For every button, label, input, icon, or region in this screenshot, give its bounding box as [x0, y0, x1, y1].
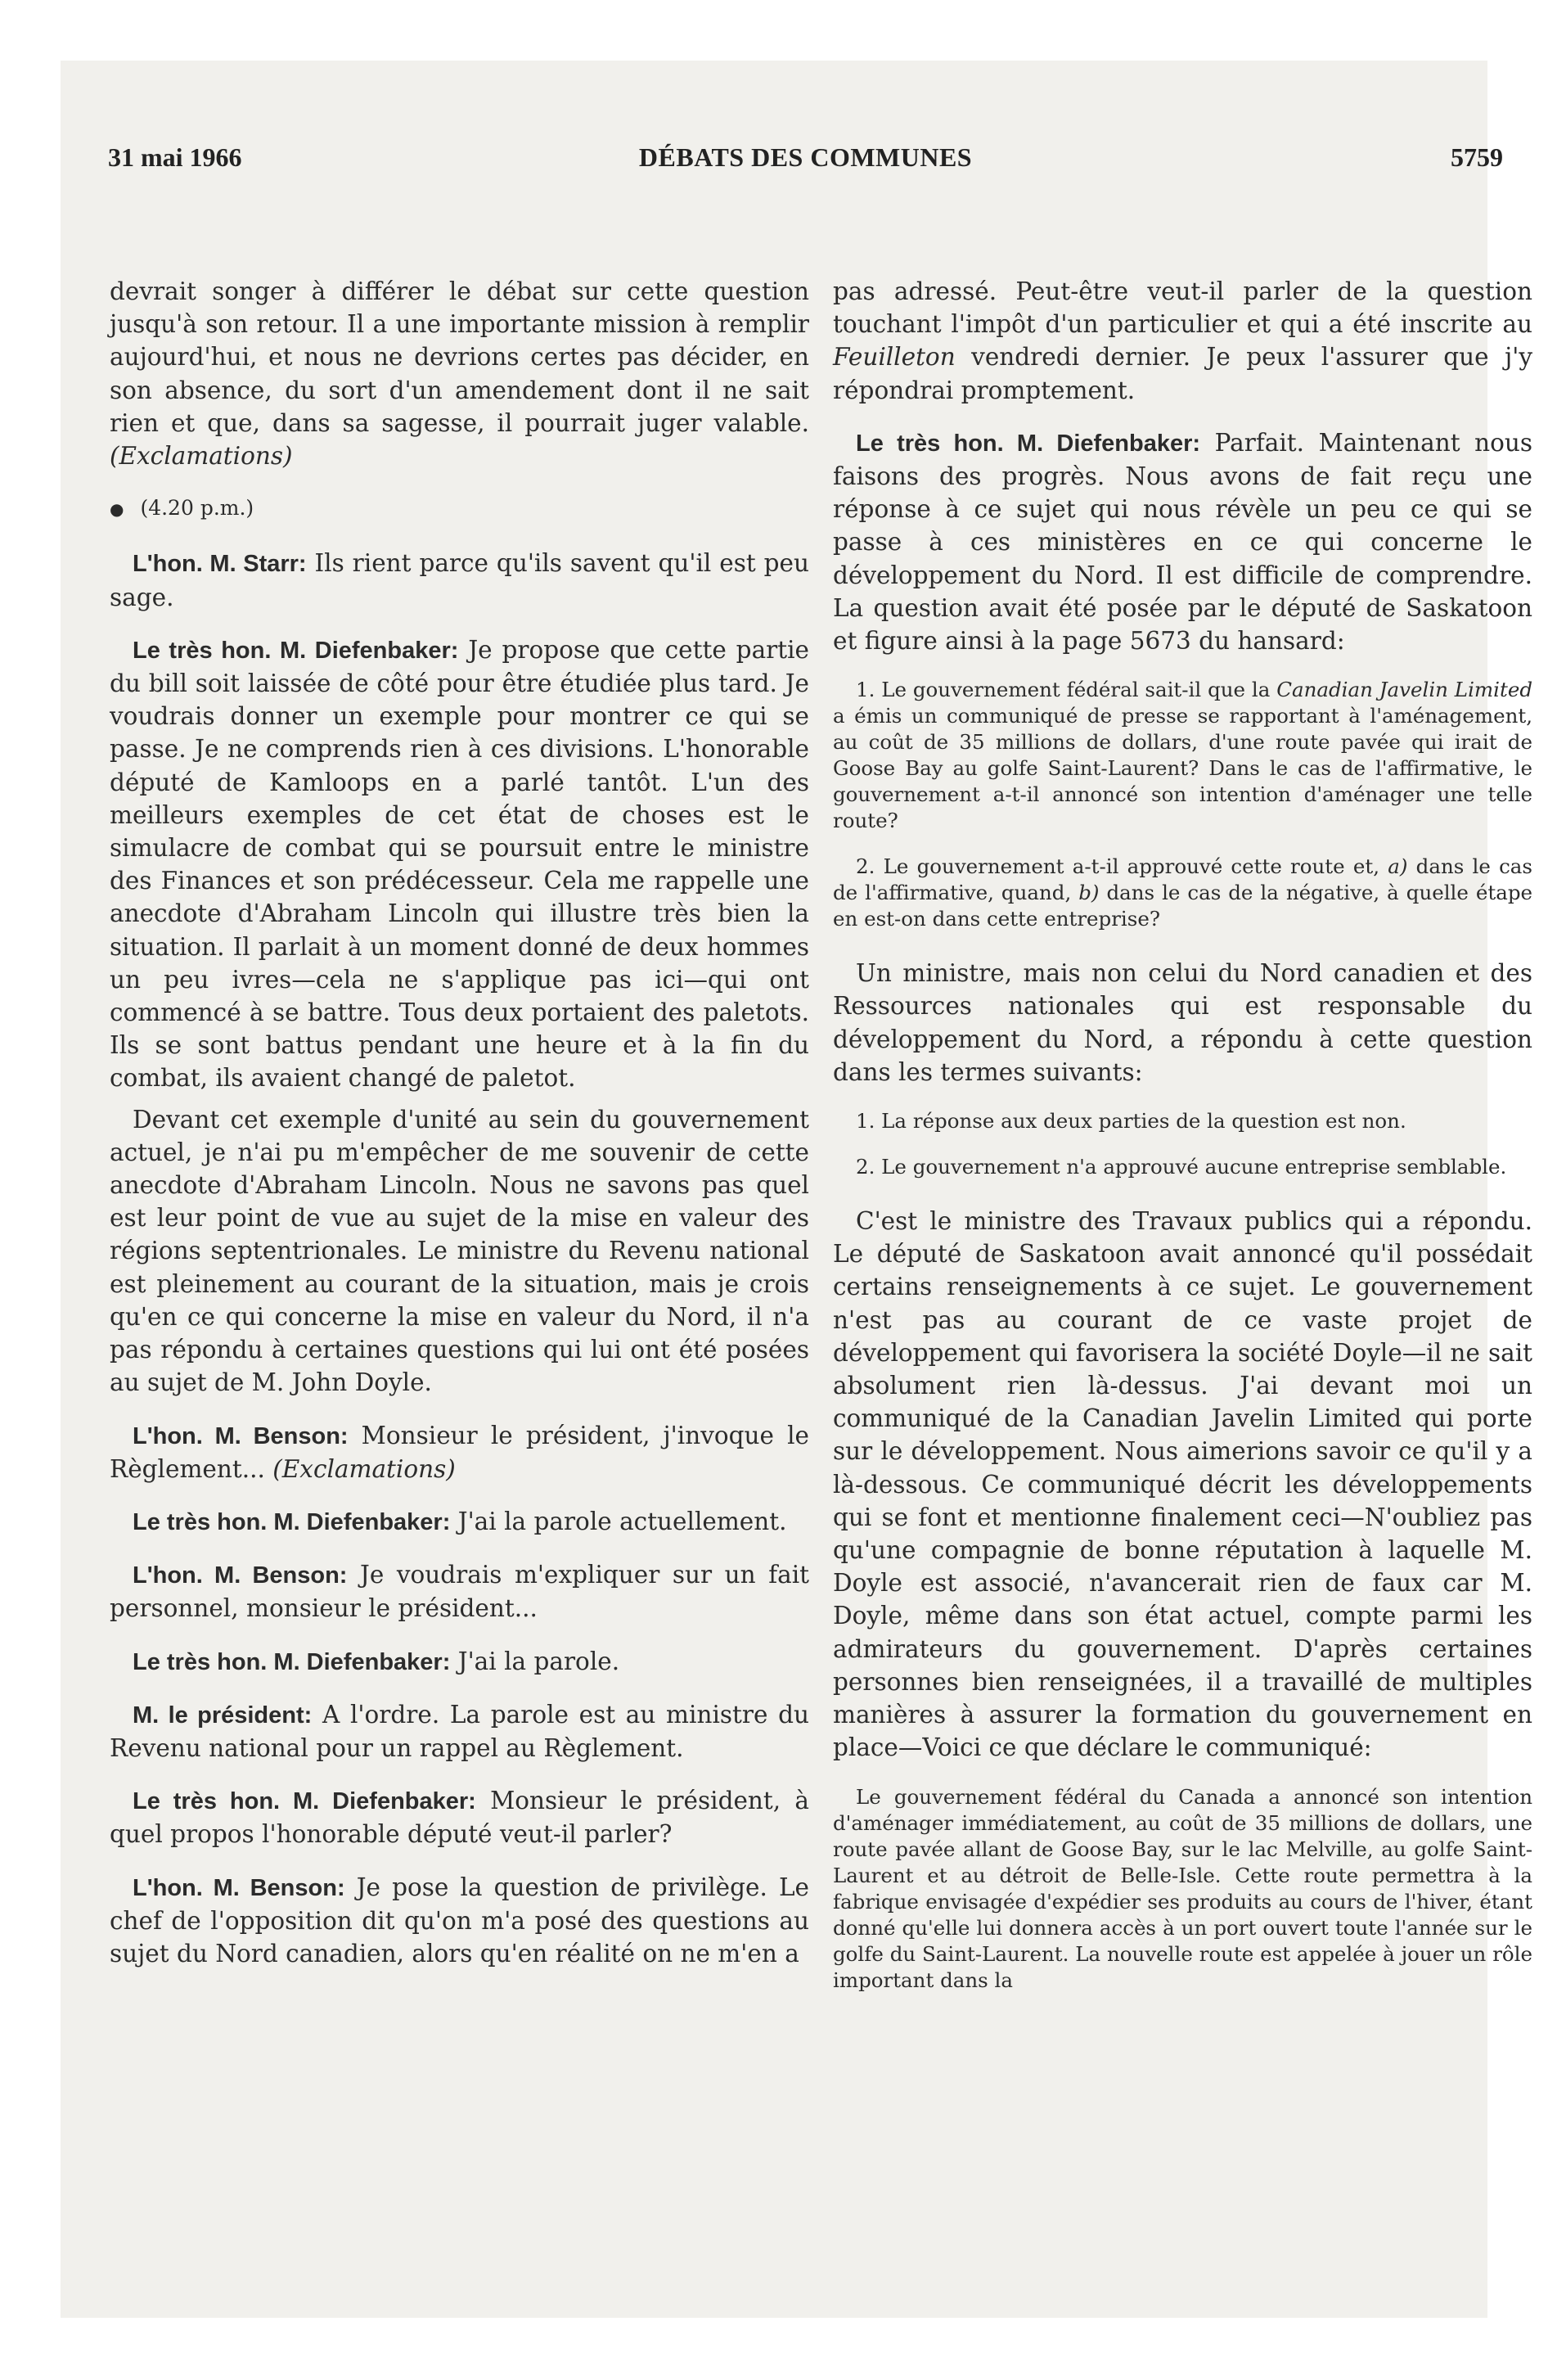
- header-date: 31 mai 1966: [108, 142, 242, 172]
- paragraph: C'est le ministre des Travaux publics qui a répondu. Le député de Saskatoon avait annoncé qu'il possédait certains renseignements à ce sujet. Le gouvernement n'est pas au courant de ce vaste projet de développement qui favorisera la société Doyle—il ne sait absolument rien là-dessus. J'ai devant moi un communiqué de la Canadian Javelin Limited qui porte sur le développement. Nous aimerions savoir ce qu'il y a là-dessous. Ce communiqué décrit les développements qui se font et mentionne finalement ceci—N'oubliez pas qu'une compagnie de bonne réputation à laquelle M. Doyle est associé, n'avancerait rien de faux car M. Doyle, même dans son état actuel, compte parmi les admirateurs du gouvernement. D'après certaines personnes bien renseignées, il a travaillé de multiples manières à assurer la formation du gouvernement en place—Voici ce que déclare le communiqué:: [833, 1207, 1532, 1762]
- speaker-name: L'hon. M. Benson:: [133, 1874, 345, 1901]
- page-header: [108, 142, 1503, 175]
- bullet-icon: ●: [110, 499, 124, 520]
- speaker-name: L'hon. M. Starr:: [133, 551, 307, 578]
- time-marker: ● (4.20 p.m.): [110, 496, 254, 521]
- document-page: [61, 61, 1533, 2318]
- speaker-name: Le très hon. M. Diefenbaker:: [133, 1508, 451, 1535]
- paragraph: L'hon. M. Benson: Je pose la question de privilège. Le chef de l'opposition dit qu'on m'a posé des questions au sujet du Nord canadien, alors qu'en réalité on ne m'en a: [110, 1873, 809, 1968]
- paragraph: devrait songer à différer le débat sur cette question jusqu'à son retour. Il a une importante mission à remplir aujourd'hui, et nous ne devrions certes pas décider, en son absence, du sort d'un amendement dont il ne sait rien et que, dans sa sagesse, il pourrait juger valable. (Exclamations): [110, 277, 809, 471]
- paragraph: Le très hon. M. Diefenbaker: J'ai la parole.: [133, 1647, 620, 1675]
- speaker-name: L'hon. M. Benson:: [133, 1562, 348, 1589]
- header-title: DÉBATS DES COMMUNES: [638, 142, 973, 172]
- speaker-name: Le très hon. M. Diefenbaker:: [133, 637, 459, 664]
- paragraph: M. le président: A l'ordre. La parole est au ministre du Revenu national pour un rappel au Règlement.: [110, 1700, 809, 1762]
- speaker-name: Le très hon. M. Diefenbaker:: [133, 1648, 451, 1675]
- paragraph: pas adressé. Peut-être veut-il parler de la question touchant l'impôt d'un particulier et qui a été inscrite au Feuilleton vendredi dernier. Je peux l'assurer que j'y répondrai promptement.: [833, 277, 1532, 404]
- paragraph: Le très hon. M. Diefenbaker: Monsieur le président, à quel propos l'honorable député veut-il parler?: [110, 1787, 809, 1849]
- speaker-name: Le très hon. M. Diefenbaker:: [856, 430, 1201, 457]
- quoted-question: 1. Le gouvernement fédéral sait-il que la Canadian Javelin Limited a émis un communiqué de presse se rapportant à l'aménagement, au coût de 35 millions de dollars, d'une route pavée qui irait de Goose Bay au golfe Saint-Laurent? Dans le cas de l'affirmative, le gouvernement a-t-il annoncé son intention d'aménager une telle route?: [833, 678, 1533, 833]
- paragraph: L'hon. M. Benson: Monsieur le président, j'invoque le Règlement... (Exclamations): [110, 1421, 809, 1483]
- header-page-number: 5759: [1451, 142, 1503, 172]
- speaker-name: L'hon. M. Benson:: [133, 1422, 349, 1449]
- speaker-name: M. le président:: [133, 1702, 313, 1729]
- right-column: [833, 275, 1532, 2013]
- paragraph: Le très hon. M. Diefenbaker: Parfait. Maintenant nous faisons des progrès. Nous avons de fait reçu une réponse à ce sujet qui nous révèle un peu ce qui se passe à ces ministères en ce qui concerne le développement du Nord. Il est difficile de comprendre. La question avait été posée par le député de Saskatoon et figure ainsi à la page 5673 du hansard:: [833, 428, 1532, 656]
- paragraph: Devant cet exemple d'unité au sein du gouvernement actuel, je n'ai pu m'empêcher de me souvenir de cette anecdote d'Abraham Lincoln. Nous ne savons pas quel est leur point de vue au sujet de la mise en valeur des régions septentrionales. Le ministre du Revenu national est pleinement au courant de la situation, mais je crois qu'en ce qui concerne la mise en valeur du Nord, il n'a pas répondu à certaines questions qui lui ont été posées au sujet de M. John Doyle.: [110, 1105, 809, 1397]
- quoted-answer: 2. Le gouvernement n'a approuvé aucune entreprise semblable.: [856, 1155, 1507, 1179]
- paragraph: L'hon. M. Benson: Je voudrais m'expliquer sur un fait personnel, monsieur le président...: [110, 1561, 809, 1623]
- speaker-name: Le très hon. M. Diefenbaker:: [133, 1788, 476, 1815]
- quoted-question: 2. Le gouvernement a-t-il approuvé cette route et, a) dans le cas de l'affirmative, quand, b) dans le cas de la négative, à quelle étape en est-on dans cette entreprise?: [833, 854, 1532, 931]
- quoted-answer: 1. La réponse aux deux parties de la question est non.: [856, 1109, 1406, 1134]
- paragraph: L'hon. M. Starr: Ils rient parce qu'ils savent qu'il est peu sage.: [110, 549, 809, 611]
- paragraph: Le très hon. M. Diefenbaker: J'ai la parole actuellement.: [133, 1507, 787, 1535]
- paragraph: Un ministre, mais non celui du Nord canadien et des Ressources nationales qui est responsable du développement du Nord, a répondu à cette question dans les termes suivants:: [833, 959, 1532, 1086]
- quoted-communique: Le gouvernement fédéral du Canada a annoncé son intention d'aménager immédiatement, au coût de 35 millions de dollars, une route pavée allant de Goose Bay, sur le lac Melville, au golfe Saint-Laurent et au détroit de Belle-Isle. Cette route permettra à la fabrique envisagée d'expédier ses produits au cours de l'hiver, étant donné qu'elle lui donnera accès à un port ouvert toute l'année sur le golfe du Saint-Laurent. La nouvelle route est appelée à jouer un rôle important dans la: [833, 1784, 1532, 1992]
- left-column: [110, 275, 809, 1990]
- paragraph: Le très hon. M. Diefenbaker: Je propose que cette partie du bill soit laissée de côté pour être étudiée plus tard. Je voudrais donner un exemple pour montrer ce qui se passe. Je ne comprends rien à ces divisions. L'honorable député de Kamloops en a parlé tantôt. L'un des meilleurs exemples de cet état de choses est le simulacre de combat qui se poursuit entre le ministre des Finances et son prédécesseur. Cela me rappelle une anecdote d'Abraham Lincoln qui illustre très bien la situation. Il parlait à un moment donné de deux hommes un peu ivres—cela ne s'applique pas ici—qui ont commencé à se battre. Tous deux portaient des paletots. Ils se sont battus pendant une heure et à la fin du combat, ils avaient changé de paletot.: [110, 635, 810, 1093]
